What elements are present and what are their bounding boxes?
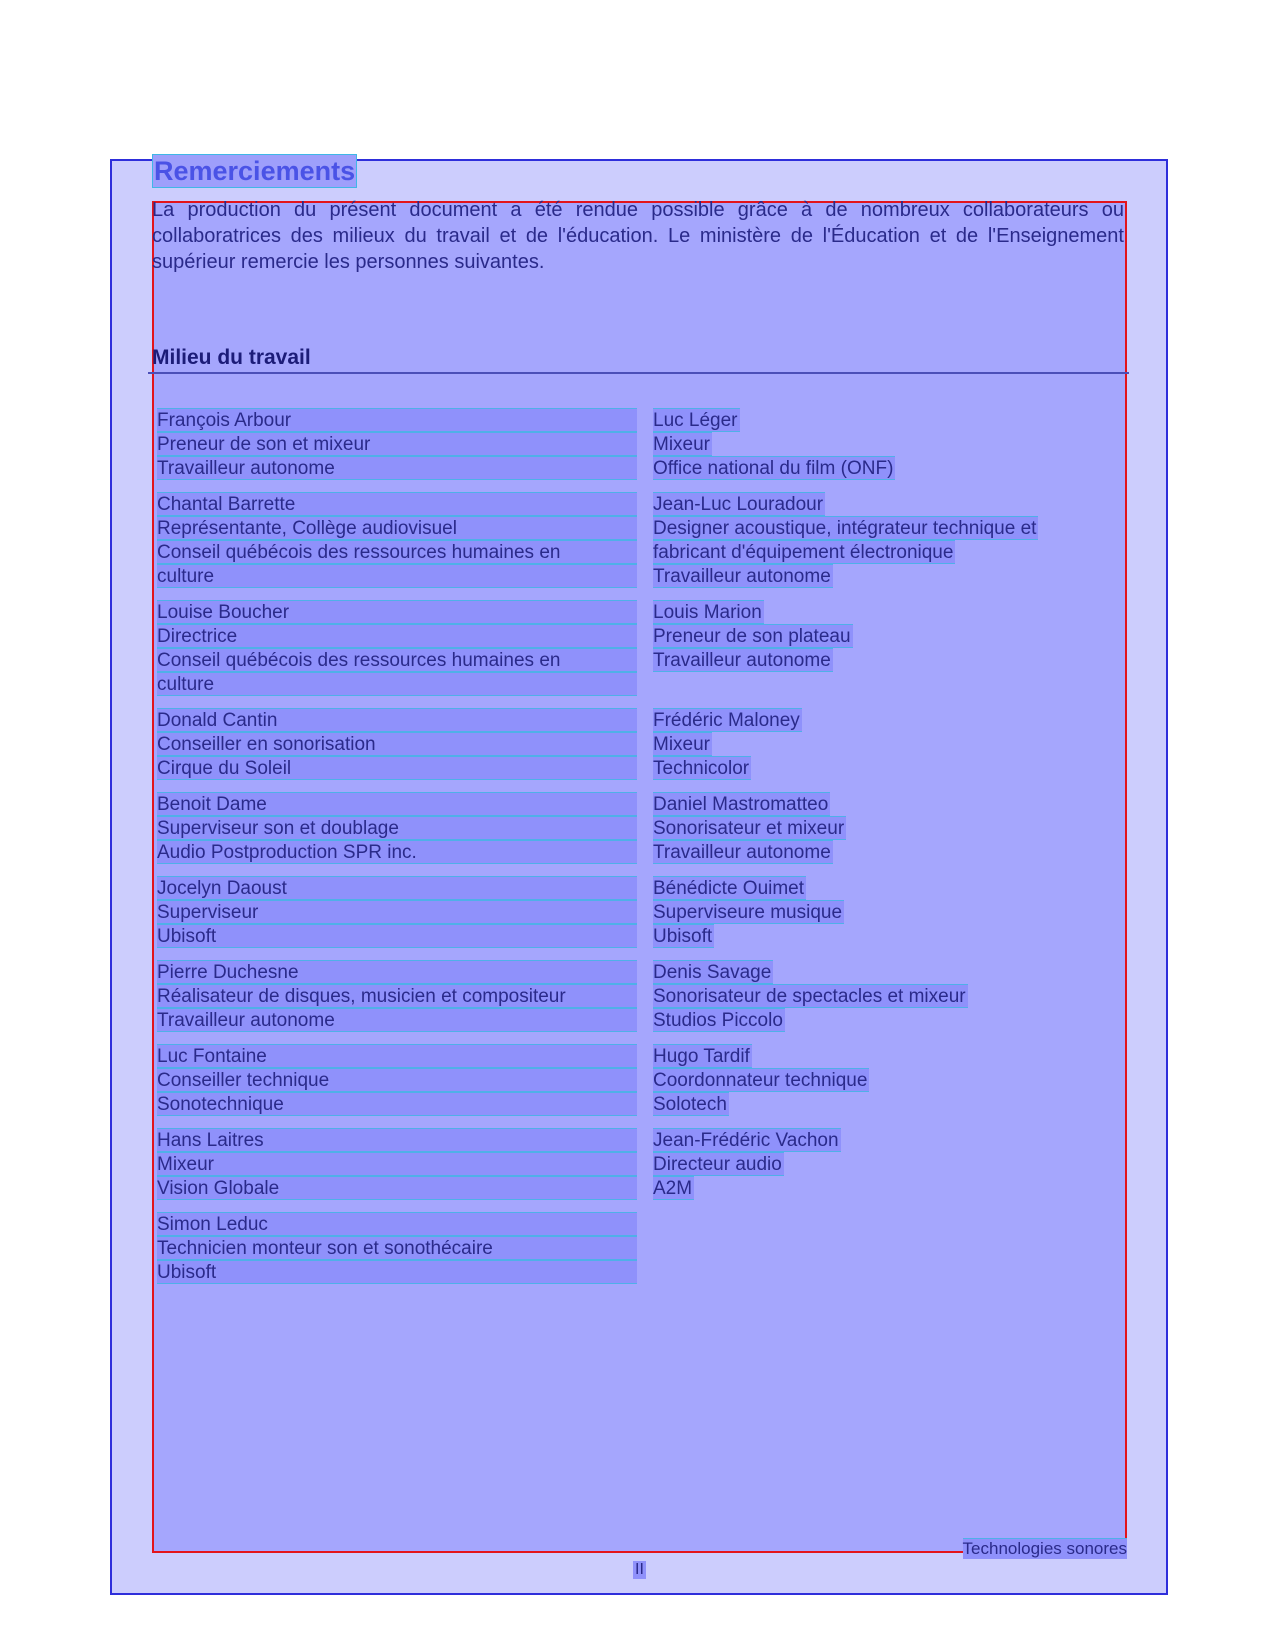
person-name: Daniel Mastromatteo [653, 794, 829, 815]
person-entry [653, 1128, 1123, 1200]
person-organization: Ubisoft [157, 924, 637, 948]
person-entry [157, 600, 637, 696]
person-name: Bénédicte Ouimet [653, 878, 805, 899]
person-organization: Travailleur autonome [653, 842, 831, 863]
person-name: Simon Leduc [157, 1212, 637, 1236]
person-organization: Sonotechnique [157, 1092, 637, 1116]
person-role: Directrice [157, 624, 637, 648]
person-entry [653, 492, 1123, 588]
person-entry [157, 492, 637, 588]
person-name: Hugo Tardif [653, 1046, 750, 1067]
person-role: Superviseur son et doublage [157, 816, 637, 840]
person-role: Sonorisateur et mixeur [653, 818, 845, 839]
person-organization: Travailleur autonome [157, 1008, 637, 1032]
person-role: Représentante, Collège audiovisuel [157, 516, 637, 540]
person-organization: Solotech [653, 1094, 727, 1115]
person-name: Jean-Luc Louradour [653, 494, 824, 515]
person-name: Jocelyn Daoust [157, 876, 637, 900]
intro-paragraph: La production du présent document a été rendue possible grâce à de nombreux collaborateurs ou collaboratrices des milieux du travail et de l'éducation. Le ministère de l'Éducation et de l'Enseignement supérieur remercie les personnes suivantes. [152, 199, 1124, 273]
person-role: Coordonnateur technique [653, 1070, 868, 1091]
person-role: Mixeur [653, 434, 711, 455]
person-name: Luc Fontaine [157, 1044, 637, 1068]
person-entry [157, 792, 637, 864]
person-organization: Ubisoft [653, 926, 713, 947]
page-title: Remerciements [154, 156, 356, 186]
person-role: Superviseur [157, 900, 637, 924]
person-role: Conseiller technique [157, 1068, 637, 1092]
person-entry [157, 408, 637, 480]
person-entry [653, 708, 1123, 780]
person-role: Preneur de son plateau [653, 626, 851, 647]
person-role: Technicien monteur son et sonothécaire [157, 1236, 637, 1260]
person-organization: Ubisoft [157, 1260, 637, 1284]
person-name: Frédéric Maloney [653, 710, 800, 731]
person-entry [653, 792, 1123, 864]
person-name: Denis Savage [653, 962, 772, 983]
person-name: François Arbour [157, 408, 637, 432]
person-name: Louise Boucher [157, 600, 637, 624]
person-entry [653, 960, 1123, 1032]
person-entry [653, 1044, 1123, 1116]
person-name: Luc Léger [653, 410, 738, 431]
person-entry [157, 876, 637, 948]
person-organization: Vision Globale [157, 1176, 637, 1200]
person-name: Pierre Duchesne [157, 960, 637, 984]
section-title: Milieu du travail [152, 346, 311, 369]
person-organization: culture [157, 672, 637, 696]
person-role: fabricant d'équipement électronique [653, 542, 954, 563]
person-role: Directeur audio [653, 1154, 782, 1175]
person-organization: Conseil québécois des ressources humaines en [157, 540, 637, 564]
person-organization: Audio Postproduction SPR inc. [157, 840, 637, 864]
person-role: Mixeur [157, 1152, 637, 1176]
person-organization: Office national du film (ONF) [653, 458, 894, 479]
person-name: Hans Laitres [157, 1128, 637, 1152]
person-entry [157, 708, 637, 780]
right-column [653, 408, 1123, 1212]
person-entry [653, 600, 1123, 672]
page-number: II [635, 1561, 644, 1578]
person-entry [653, 876, 1123, 948]
person-name: Chantal Barrette [157, 492, 637, 516]
person-name: Donald Cantin [157, 708, 637, 732]
person-role: Designer acoustique, intégrateur technique et [653, 518, 1037, 539]
person-entry [653, 408, 1123, 480]
person-organization: Technicolor [653, 758, 750, 779]
person-role: Réalisateur de disques, musicien et compositeur [157, 984, 637, 1008]
person-role: Mixeur [653, 734, 711, 755]
footer-title: Technologies sonores [962, 1539, 1127, 1558]
person-role: Sonorisateur de spectacles et mixeur [653, 986, 966, 1007]
section-divider [148, 372, 1129, 374]
person-organization: Travailleur autonome [157, 456, 637, 480]
person-entry [157, 1128, 637, 1200]
person-name: Benoit Dame [157, 792, 637, 816]
person-entry [157, 1212, 637, 1284]
person-organization: Travailleur autonome [653, 566, 831, 587]
person-organization: A2M [653, 1178, 693, 1199]
person-name: Louis Marion [653, 602, 762, 623]
person-organization: Studios Piccolo [653, 1010, 783, 1031]
person-role: Conseiller en sonorisation [157, 732, 637, 756]
person-organization: Cirque du Soleil [157, 756, 637, 780]
person-role: Preneur de son et mixeur [157, 432, 637, 456]
person-organization: culture [157, 564, 637, 588]
person-entry [157, 960, 637, 1032]
person-entry [157, 1044, 637, 1116]
person-organization: Conseil québécois des ressources humaines en [157, 648, 637, 672]
person-organization: Travailleur autonome [653, 650, 831, 671]
person-name: Jean-Frédéric Vachon [653, 1130, 839, 1151]
person-role: Superviseure musique [653, 902, 843, 923]
left-column [157, 408, 637, 1296]
